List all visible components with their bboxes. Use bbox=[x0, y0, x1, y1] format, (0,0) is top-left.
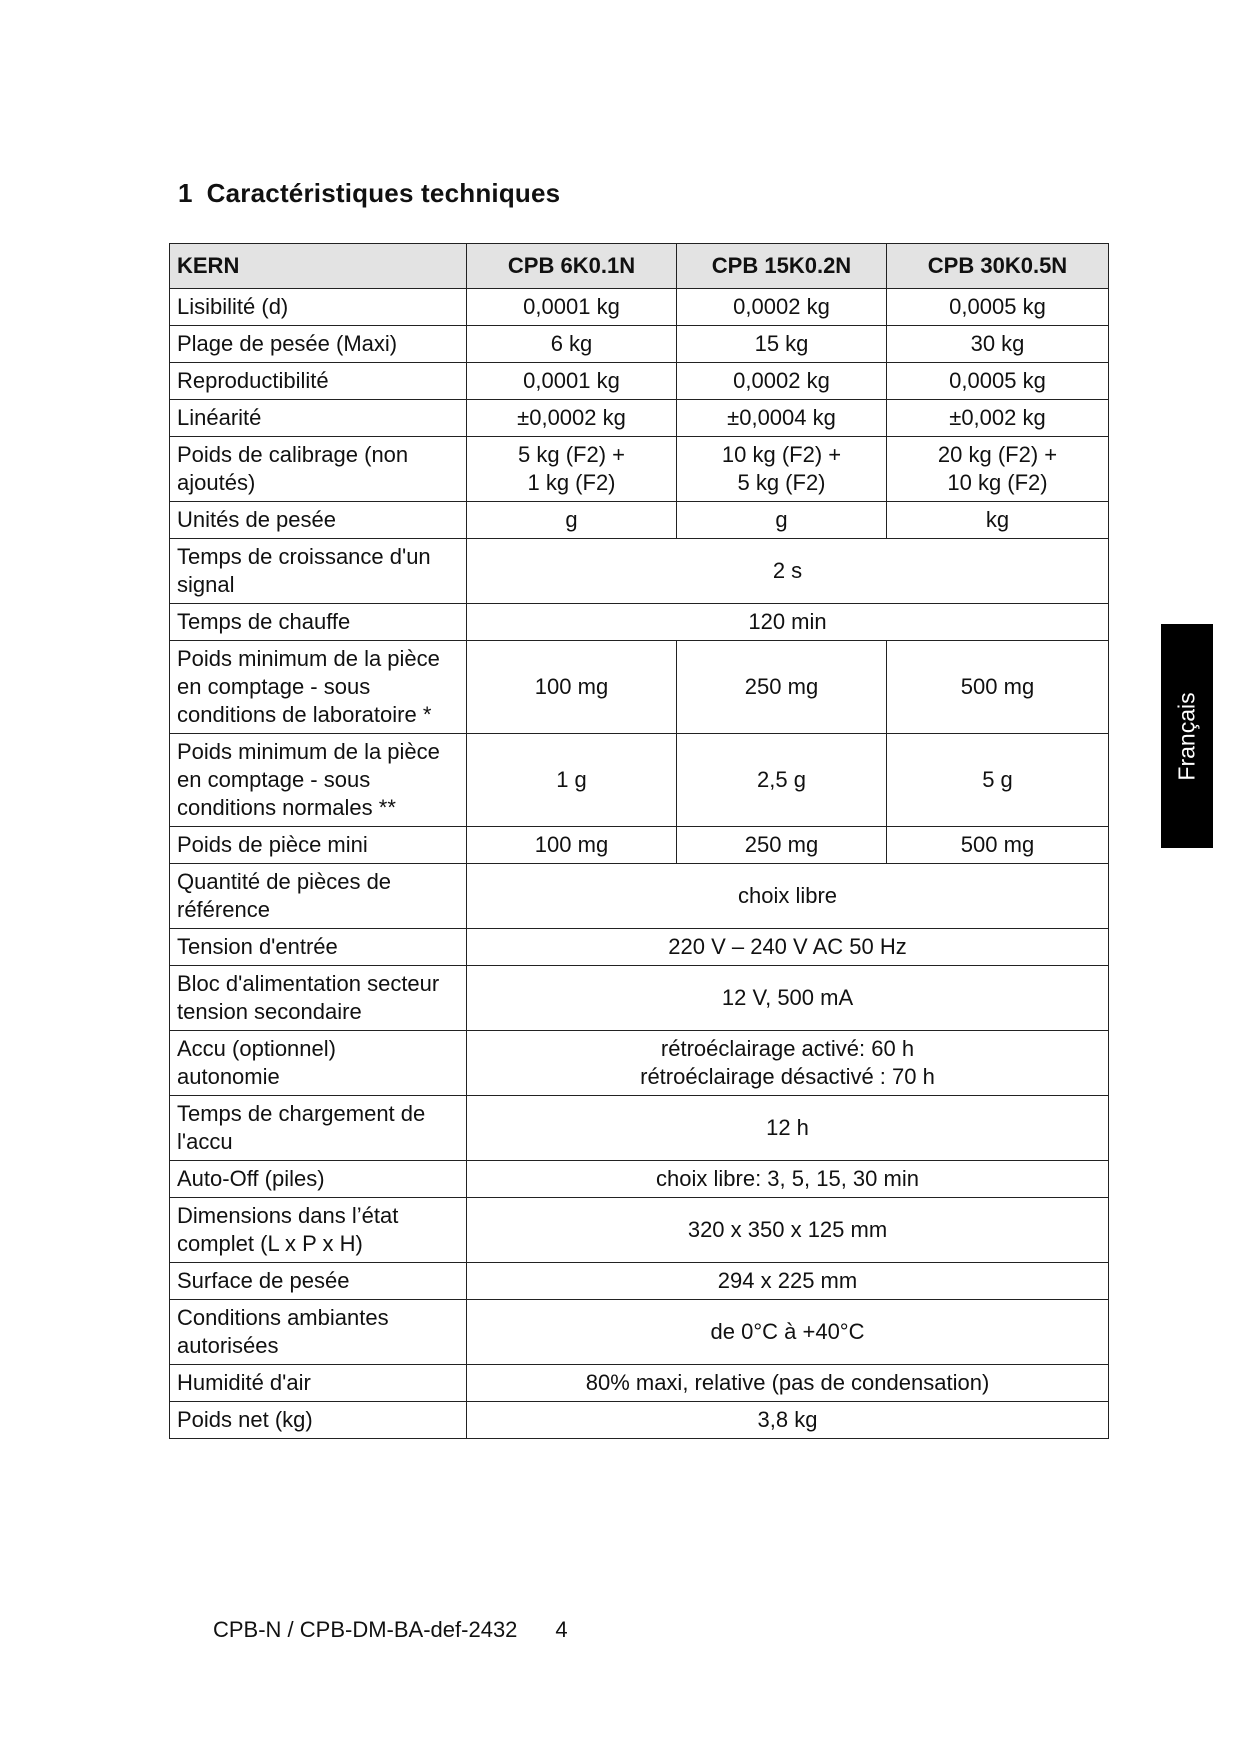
row-label-line: Poids minimum de la pièce bbox=[177, 646, 440, 671]
row-value bbox=[677, 437, 887, 502]
row-value bbox=[467, 437, 677, 502]
row-value-line: 2,5 g bbox=[757, 767, 806, 792]
row-label bbox=[170, 502, 467, 539]
row-value-line: 0,0002 kg bbox=[733, 294, 830, 319]
row-label-line: Conditions ambiantes bbox=[177, 1305, 389, 1330]
row-value bbox=[467, 1198, 1109, 1263]
row-value bbox=[467, 502, 677, 539]
row-value bbox=[887, 363, 1109, 400]
row-value bbox=[467, 929, 1109, 966]
section-title: Caractéristiques techniques bbox=[206, 178, 561, 208]
header-brand: KERN bbox=[170, 244, 467, 289]
table-row bbox=[170, 1300, 1109, 1365]
row-value bbox=[887, 641, 1109, 734]
row-value-line: rétroéclairage désactivé : 70 h bbox=[640, 1064, 935, 1089]
row-value bbox=[467, 326, 677, 363]
row-label bbox=[170, 827, 467, 864]
table-row bbox=[170, 1198, 1109, 1263]
table-row bbox=[170, 734, 1109, 827]
row-label-line: autonomie bbox=[177, 1064, 280, 1089]
row-value-line: 1 kg (F2) bbox=[527, 470, 616, 495]
row-value-line: ±0,002 kg bbox=[949, 405, 1046, 430]
row-label-line: Temps de chargement de bbox=[177, 1101, 426, 1126]
row-value bbox=[467, 289, 677, 326]
row-value-line: 6 kg bbox=[550, 331, 593, 356]
row-value bbox=[467, 1365, 1109, 1402]
row-value-line: 0,0002 kg bbox=[733, 368, 830, 393]
table-row bbox=[170, 1161, 1109, 1198]
table-header-row bbox=[170, 244, 1109, 289]
row-value-line: g bbox=[565, 507, 578, 532]
row-value-line: 250 mg bbox=[744, 674, 819, 699]
row-label-line: Surface de pesée bbox=[177, 1268, 350, 1293]
table-row bbox=[170, 363, 1109, 400]
row-value-line: 294 x 225 mm bbox=[717, 1268, 858, 1293]
row-value-line: 30 kg bbox=[970, 331, 1025, 356]
row-label-line: conditions normales ** bbox=[177, 795, 396, 820]
row-label bbox=[170, 1096, 467, 1161]
row-value-line: g bbox=[775, 507, 788, 532]
row-value-line: 120 min bbox=[748, 609, 827, 634]
row-label-line: Unités de pesée bbox=[177, 507, 336, 532]
row-value bbox=[677, 289, 887, 326]
page-footer bbox=[213, 1617, 568, 1643]
row-label bbox=[170, 1402, 467, 1439]
row-value bbox=[677, 734, 887, 827]
row-label-line: Temps de chauffe bbox=[177, 609, 351, 634]
row-label-line: ajoutés) bbox=[177, 470, 256, 495]
row-label bbox=[170, 289, 467, 326]
table-row bbox=[170, 437, 1109, 502]
row-label-line: Bloc d'alimentation secteur bbox=[177, 971, 440, 996]
row-label bbox=[170, 437, 467, 502]
row-value bbox=[467, 1263, 1109, 1300]
row-label-line: Lisibilité (d) bbox=[177, 294, 289, 319]
row-value bbox=[467, 363, 677, 400]
table-row bbox=[170, 1402, 1109, 1439]
row-value bbox=[887, 502, 1109, 539]
table-row bbox=[170, 502, 1109, 539]
row-label-line: Accu (optionnel) bbox=[177, 1036, 336, 1061]
language-tab bbox=[1161, 624, 1213, 848]
row-value-line: 12 V, 500 mA bbox=[721, 985, 854, 1010]
row-value bbox=[677, 641, 887, 734]
table-row bbox=[170, 827, 1109, 864]
row-value-line: 15 kg bbox=[754, 331, 809, 356]
row-value-line: choix libre: 3, 5, 15, 30 min bbox=[656, 1166, 919, 1191]
document-code: CPB-N / CPB-DM-BA-def-2432 bbox=[213, 1617, 518, 1642]
row-value-line: 500 mg bbox=[960, 674, 1035, 699]
row-value-line: 100 mg bbox=[534, 832, 609, 857]
row-value bbox=[467, 864, 1109, 929]
row-value-line: 0,0001 kg bbox=[523, 368, 620, 393]
row-value bbox=[467, 734, 677, 827]
row-label bbox=[170, 400, 467, 437]
row-label bbox=[170, 1161, 467, 1198]
row-value-line: 5 kg (F2) + bbox=[518, 442, 625, 467]
header-model: CPB 15K0.2N bbox=[677, 244, 887, 289]
row-value bbox=[467, 641, 677, 734]
row-label-line: Dimensions dans l’état bbox=[177, 1203, 399, 1228]
row-value-line: 80% maxi, relative (pas de condensation) bbox=[585, 1370, 990, 1395]
row-value-line: 0,0001 kg bbox=[523, 294, 620, 319]
table-row bbox=[170, 289, 1109, 326]
row-label bbox=[170, 1031, 467, 1096]
table-row bbox=[170, 604, 1109, 641]
row-label-line: Linéarité bbox=[177, 405, 262, 430]
row-value bbox=[467, 1402, 1109, 1439]
row-value-line: ±0,0004 kg bbox=[727, 405, 836, 430]
row-label bbox=[170, 363, 467, 400]
row-value-line: choix libre bbox=[737, 883, 838, 908]
row-value bbox=[887, 734, 1109, 827]
row-value bbox=[677, 400, 887, 437]
row-label bbox=[170, 929, 467, 966]
row-value-line: 1 g bbox=[556, 767, 587, 792]
row-label-line: Auto-Off (piles) bbox=[177, 1166, 325, 1191]
row-value bbox=[467, 400, 677, 437]
row-label-line: en comptage - sous bbox=[177, 767, 371, 792]
row-label-line: Plage de pesée (Maxi) bbox=[177, 331, 398, 356]
row-label-line: Temps de croissance d'un bbox=[177, 544, 431, 569]
row-label bbox=[170, 604, 467, 641]
row-value-line: 20 kg (F2) + bbox=[937, 442, 1058, 467]
row-value bbox=[467, 1300, 1109, 1365]
row-value-line: 320 x 350 x 125 mm bbox=[687, 1217, 888, 1242]
row-label bbox=[170, 326, 467, 363]
section-heading bbox=[178, 178, 560, 209]
row-value bbox=[467, 1161, 1109, 1198]
row-value-line: rétroéclairage activé: 60 h bbox=[660, 1036, 915, 1061]
table-row bbox=[170, 1365, 1109, 1402]
table-row bbox=[170, 539, 1109, 604]
row-value-line: 0,0005 kg bbox=[949, 294, 1046, 319]
row-value-line: kg bbox=[985, 507, 1010, 532]
row-label-line: Poids de calibrage (non bbox=[177, 442, 409, 467]
row-label-line: conditions de laboratoire * bbox=[177, 702, 432, 727]
row-value-line: 10 kg (F2) bbox=[947, 470, 1048, 495]
row-value-line: 0,0005 kg bbox=[949, 368, 1046, 393]
table-row bbox=[170, 1096, 1109, 1161]
row-value-line: 500 mg bbox=[960, 832, 1035, 857]
row-label-line: Reproductibilité bbox=[177, 368, 329, 393]
row-label-line: Quantité de pièces de bbox=[177, 869, 392, 894]
row-label bbox=[170, 966, 467, 1031]
row-label bbox=[170, 1198, 467, 1263]
row-value-line: ±0,0002 kg bbox=[517, 405, 626, 430]
row-value-line: de 0°C à +40°C bbox=[710, 1319, 865, 1344]
row-value bbox=[467, 604, 1109, 641]
row-value bbox=[887, 437, 1109, 502]
row-value-line: 5 kg (F2) bbox=[737, 470, 826, 495]
row-value bbox=[677, 827, 887, 864]
section-number: 1 bbox=[178, 178, 193, 208]
table-row bbox=[170, 929, 1109, 966]
table-row bbox=[170, 864, 1109, 929]
row-value bbox=[467, 827, 677, 864]
row-value-line: 250 mg bbox=[744, 832, 819, 857]
row-label-line: en comptage - sous bbox=[177, 674, 371, 699]
language-label: Français bbox=[1173, 691, 1200, 781]
row-label bbox=[170, 1263, 467, 1300]
row-label bbox=[170, 864, 467, 929]
row-value bbox=[677, 326, 887, 363]
table-row bbox=[170, 641, 1109, 734]
row-value-line: 12 h bbox=[766, 1115, 809, 1140]
row-value bbox=[887, 326, 1109, 363]
row-value bbox=[467, 1031, 1109, 1096]
header-model: CPB 30K0.5N bbox=[887, 244, 1109, 289]
table-row bbox=[170, 1263, 1109, 1300]
row-label bbox=[170, 539, 467, 604]
row-value bbox=[887, 289, 1109, 326]
row-label-line: l'accu bbox=[177, 1129, 233, 1154]
row-label bbox=[170, 734, 467, 827]
row-value bbox=[467, 966, 1109, 1031]
row-label bbox=[170, 641, 467, 734]
row-value bbox=[887, 827, 1109, 864]
row-value-line: 2 s bbox=[772, 558, 803, 583]
header-model: CPB 6K0.1N bbox=[467, 244, 677, 289]
row-label-line: signal bbox=[177, 572, 235, 597]
row-value bbox=[467, 1096, 1109, 1161]
row-label-line: Tension d'entrée bbox=[177, 934, 338, 959]
row-value-line: 220 V – 240 V AC 50 Hz bbox=[668, 934, 907, 959]
row-value bbox=[887, 400, 1109, 437]
table-row bbox=[170, 1031, 1109, 1096]
row-label-line: autorisées bbox=[177, 1333, 279, 1358]
row-label-line: Poids minimum de la pièce bbox=[177, 739, 440, 764]
row-label-line: référence bbox=[177, 897, 270, 922]
table-row bbox=[170, 400, 1109, 437]
page-number: 4 bbox=[555, 1617, 568, 1642]
row-value-line: 5 g bbox=[982, 767, 1013, 792]
row-value bbox=[677, 502, 887, 539]
table-row bbox=[170, 326, 1109, 363]
table-row bbox=[170, 966, 1109, 1031]
row-label bbox=[170, 1300, 467, 1365]
row-value bbox=[467, 539, 1109, 604]
specifications-table bbox=[169, 243, 1109, 1439]
row-label-line: Humidité d'air bbox=[177, 1370, 311, 1395]
row-value-line: 10 kg (F2) + bbox=[721, 442, 842, 467]
row-label-line: complet (L x P x H) bbox=[177, 1231, 363, 1256]
row-label-line: Poids net (kg) bbox=[177, 1407, 313, 1432]
row-value-line: 100 mg bbox=[534, 674, 609, 699]
row-label-line: tension secondaire bbox=[177, 999, 362, 1024]
row-value-line: 3,8 kg bbox=[757, 1407, 818, 1432]
row-label-line: Poids de pièce mini bbox=[177, 832, 368, 857]
row-value bbox=[677, 363, 887, 400]
row-label bbox=[170, 1365, 467, 1402]
